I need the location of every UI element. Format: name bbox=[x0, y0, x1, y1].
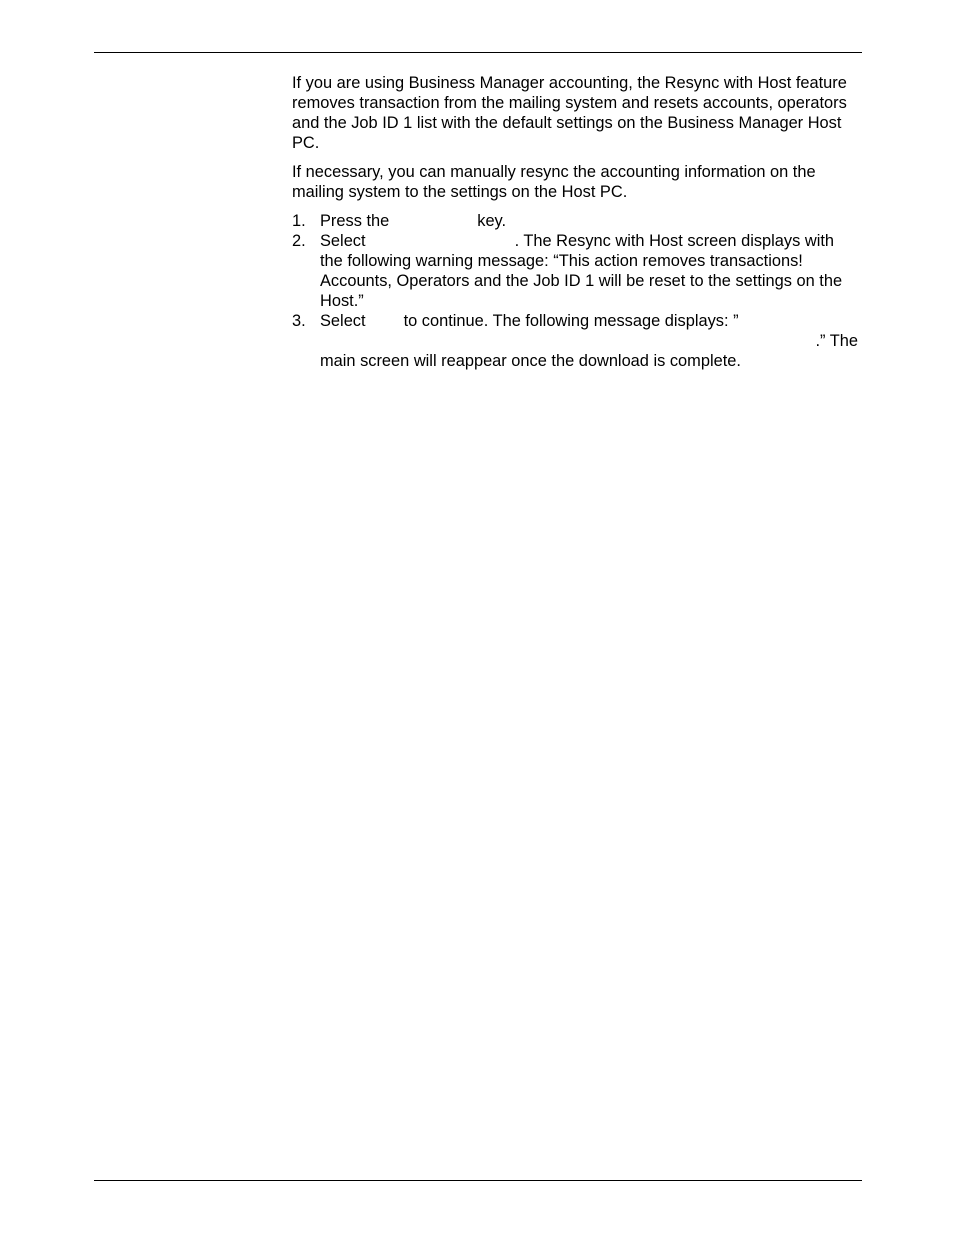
step-text: key. bbox=[477, 212, 507, 230]
header-rule bbox=[94, 52, 862, 53]
step-text: .” The bbox=[815, 332, 858, 350]
step-text: main screen will reappear once the download is complete. bbox=[320, 352, 741, 370]
manual-resync-paragraph: If necessary, you can manually resync the accounting information on the mailing system to the settings on the Host PC. bbox=[292, 163, 816, 201]
step-number: 1. bbox=[292, 212, 306, 230]
step-number: 2. bbox=[292, 232, 306, 250]
procedure-steps bbox=[292, 211, 858, 371]
step-1 bbox=[292, 211, 858, 231]
intro-paragraph: If you are using Business Manager accounting, the Resync with Host feature removes transaction from the mailing system and resets accounts, operators and the Job ID 1 list with the default settings on the Business Manager Host PC. bbox=[292, 74, 847, 152]
step-number: 3. bbox=[292, 312, 306, 330]
step-text: to continue. The following message displays: ” bbox=[403, 312, 739, 330]
footer-rule bbox=[94, 1180, 862, 1181]
step-text: Press the bbox=[320, 212, 390, 230]
step-text: Select bbox=[320, 312, 366, 330]
step-2 bbox=[292, 231, 858, 311]
page-body bbox=[292, 73, 858, 371]
step-3 bbox=[292, 311, 858, 371]
step-text: Select bbox=[320, 232, 366, 250]
step-text: . The Resync with Host screen displays with the following warning message: “This action removes transactions! Accounts, Operators and the Job ID 1 will be reset to the settings on the Host.” bbox=[320, 232, 843, 310]
